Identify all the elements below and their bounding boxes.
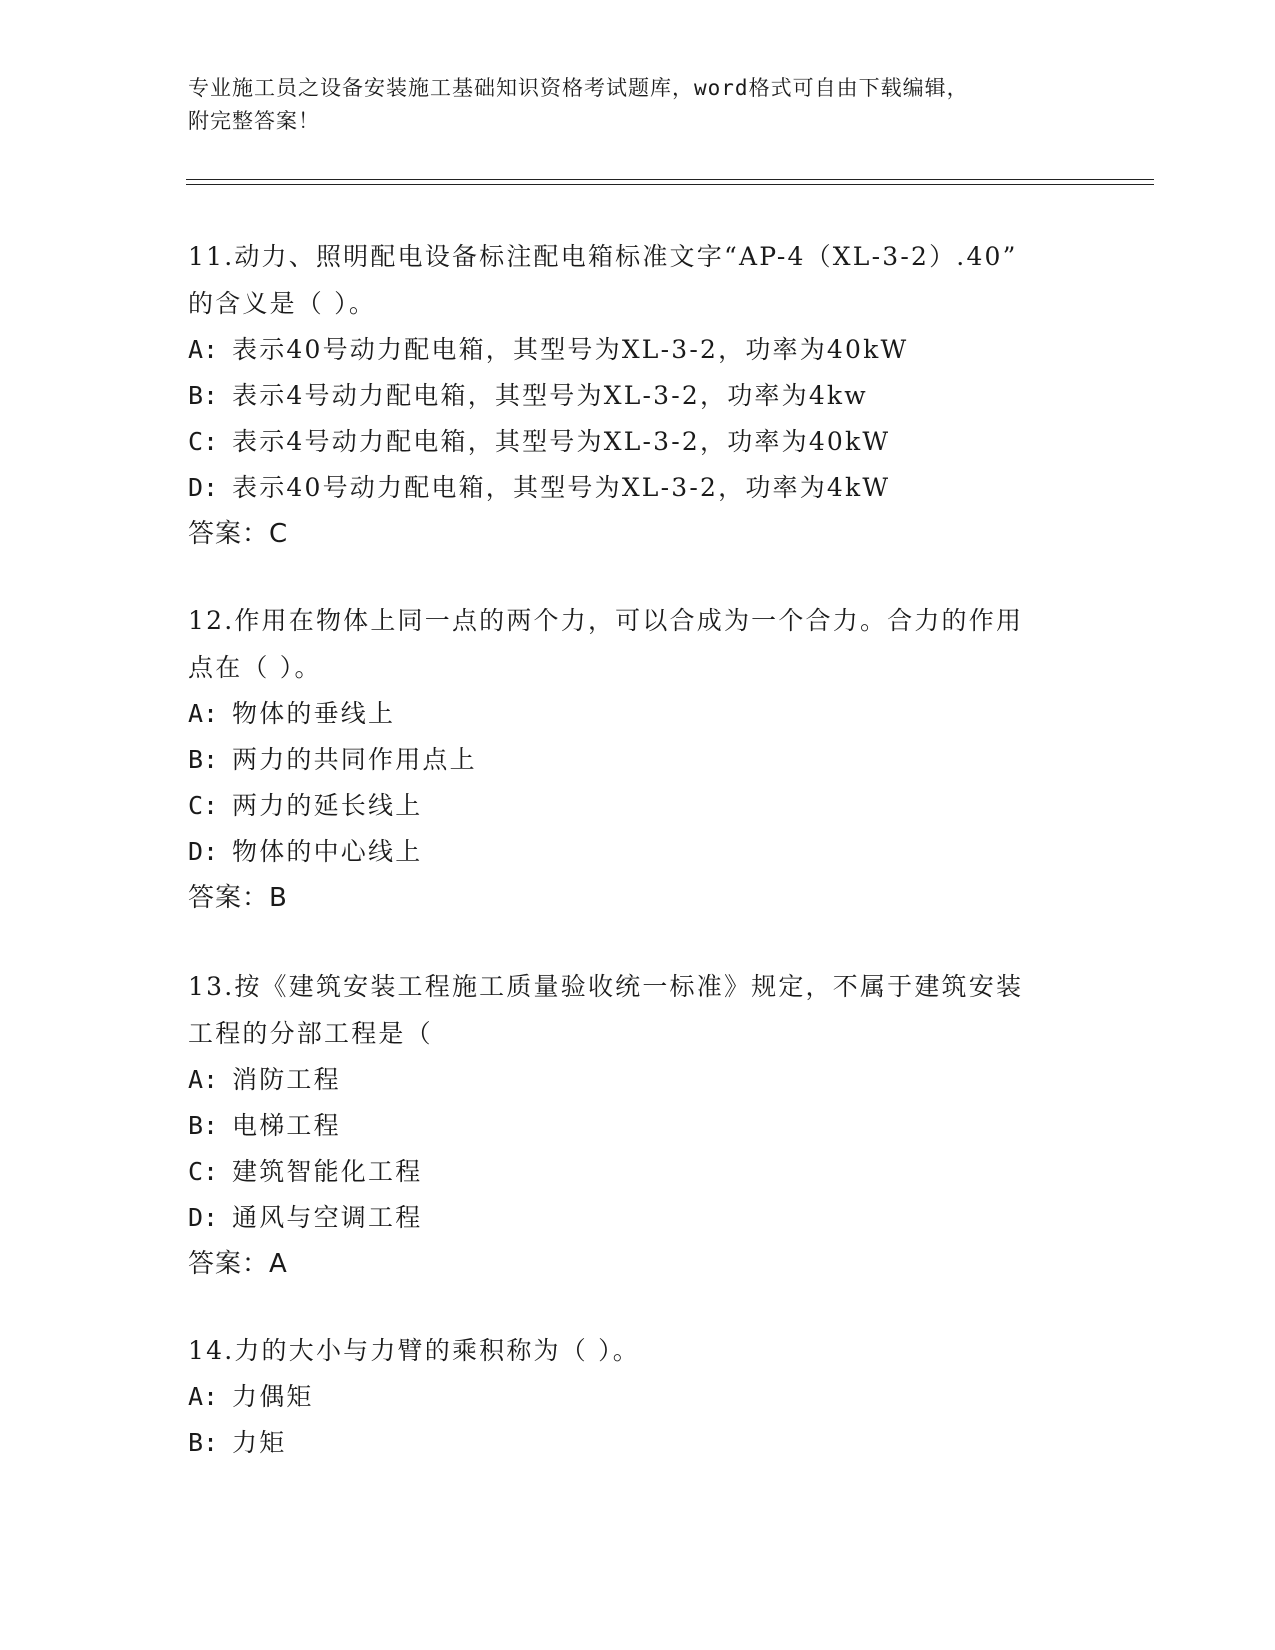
header-divider-top (186, 179, 1154, 180)
question-stem-line-2: 点在（ ）。 (188, 653, 322, 682)
option-a (188, 691, 1088, 737)
option-text: 表示4号动力配电箱，其型号为XL-3-2，功率为4kw (232, 381, 868, 410)
option-letter: C: (188, 791, 219, 820)
option-letter: D: (188, 837, 219, 866)
option-c (188, 783, 1088, 829)
option-b (188, 1103, 1088, 1149)
question-stem-line-2: 的含义是（ ）。 (188, 289, 377, 318)
option-text: 建筑智能化工程 (232, 1157, 423, 1186)
option-b (188, 1420, 1088, 1466)
option-letter: A: (188, 699, 219, 728)
option-letter: A: (188, 335, 219, 364)
option-a (188, 1374, 1088, 1420)
option-a (188, 327, 1088, 373)
question-12 (188, 597, 1088, 921)
option-text: 力矩 (232, 1428, 287, 1457)
option-b (188, 373, 1088, 419)
option-letter: A: (188, 1382, 219, 1411)
option-letter: B: (188, 1111, 219, 1140)
option-letter: B: (188, 745, 219, 774)
question-stem-line-1: 13.按《建筑安装工程施工质量验收统一标准》规定，不属于建筑安装 (188, 972, 1024, 1001)
question-stem-line-1: 12.作用在物体上同一点的两个力，可以合成为一个合力。合力的作用 (188, 606, 1024, 635)
option-letter: A: (188, 1065, 219, 1094)
option-text: 电梯工程 (232, 1111, 341, 1140)
option-letter: D: (188, 473, 219, 502)
option-text: 表示40号动力配电箱，其型号为XL-3-2，功率为4kW (232, 473, 891, 502)
option-b (188, 737, 1088, 783)
option-text: 力偶矩 (232, 1382, 314, 1411)
option-text: 两力的延长线上 (232, 791, 423, 820)
document-header (188, 72, 1088, 138)
option-text: 物体的中心线上 (232, 837, 423, 866)
option-a (188, 1057, 1088, 1103)
question-11 (188, 233, 1088, 557)
header-line-2: 附完整答案！ (188, 109, 320, 133)
question-stem-line-1: 11.动力、照明配电设备标注配电箱标准文字“AP-4（XL-3-2）.40” (188, 242, 1018, 271)
option-letter: C: (188, 427, 219, 456)
option-text: 表示40号动力配电箱，其型号为XL-3-2，功率为40kW (232, 335, 909, 364)
option-text: 两力的共同作用点上 (232, 745, 477, 774)
option-letter: B: (188, 1428, 219, 1457)
option-letter: B: (188, 381, 219, 410)
header-line-1: 专业施工员之设备安装施工基础知识资格考试题库，word格式可自由下载编辑， (188, 76, 969, 100)
option-text: 消防工程 (232, 1065, 341, 1094)
option-text: 表示4号动力配电箱，其型号为XL-3-2，功率为40kW (232, 427, 891, 456)
answer: 答案：A (188, 1249, 288, 1279)
question-14 (188, 1327, 1088, 1466)
option-d (188, 1195, 1088, 1241)
option-letter: D: (188, 1203, 219, 1232)
option-d (188, 829, 1088, 875)
header-divider-bottom (186, 184, 1154, 185)
option-c (188, 1149, 1088, 1195)
option-c (188, 419, 1088, 465)
question-13 (188, 963, 1088, 1287)
answer: 答案：B (188, 883, 288, 913)
question-stem-line-2: 工程的分部工程是（ (188, 1019, 433, 1048)
option-d (188, 465, 1088, 511)
option-letter: C: (188, 1157, 219, 1186)
option-text: 物体的垂线上 (232, 699, 396, 728)
question-stem-line-1: 14.力的大小与力臂的乘积称为（ ）。 (188, 1336, 641, 1365)
answer: 答案：C (188, 519, 289, 549)
option-text: 通风与空调工程 (232, 1203, 423, 1232)
